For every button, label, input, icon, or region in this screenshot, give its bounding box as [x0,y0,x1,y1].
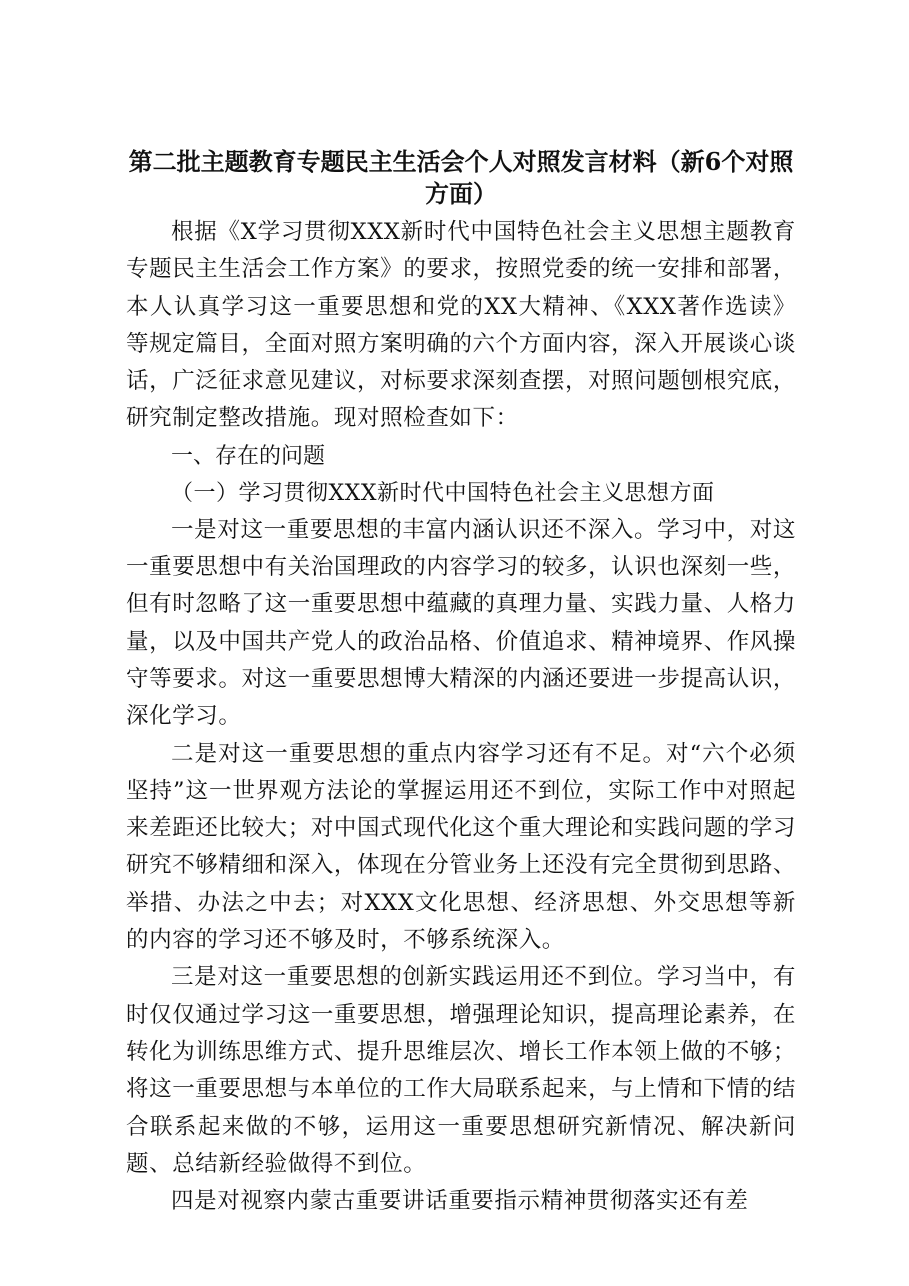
body-paragraph: 一是对这一重要思想的丰富内涵认识还不深入。学习中，对这一重要思想中有关治国理政的内容学习的较多，认识也深刻一些，但有时忽略了这一重要思想中蕴藏的真理力量、实践力量、人格力量，以及中国共产党人的政治品格、价值追求、精神境界、作风操守等要求。对这一重要思想博大精深的内涵还要进一步提高认识，深化学习。 [126,516,796,730]
body-paragraph: 四是对视察内蒙古重要讲话重要指示精神贯彻落实还有差 [171,1188,749,1215]
section-heading-problems: 一、存在的问题 [171,443,326,469]
document-body [126,146,796,1220]
body-paragraph: 二是对这一重要思想的重点内容学习还有不足。对“六个必须坚持”这一世界观方法论的掌握运用还不到位，实际工作中对照起来差距还比较大；对中国式现代化这个重大理论和实践问题的学习研究不够精细和深入，体现在分管业务上还没有完全贯彻到思路、举措、办法之中去；对XXX文化思想、经济思想、外交思想等新的内容的学习还不够及时，不够系统深入。 [126,740,796,954]
body-paragraph: 三是对这一重要思想的创新实践运用还不到位。学习当中，有时仅仅通过学习这一重要思想，增强理论知识，提高理论素养，在转化为训练思维方式、提升思维层次、增长工作本领上做的不够；将这一重要思想与本单位的工作大局联系起来，与上情和下情的结合联系起来做的不够，运用这一重要思想研究新情况、解决新问题、总结新经验做得不到位。 [126,964,796,1177]
subsection-heading-study: （一）学习贯彻XXX新时代中国特色社会主义思想方面 [171,480,715,506]
intro-paragraph: 根据《X学习贯彻XXX新时代中国特色社会主义思想主题教育专题民主生活会工作方案》的要求，按照党委的统一安排和部署，本人认真学习这一重要思想和党的XX大精神、《XXX著作选读》等规定篇目，全面对照方案明确的六个方面内容，深入开展谈心谈话，广泛征求意见建议，对标要求深刻查摆，对照问题刨根究底，研究制定整改措施。现对照检查如下： [126,219,796,432]
document-title: 第二批主题教育专题民主生活会个人对照发言材料（新6个对照方面） [128,147,794,208]
